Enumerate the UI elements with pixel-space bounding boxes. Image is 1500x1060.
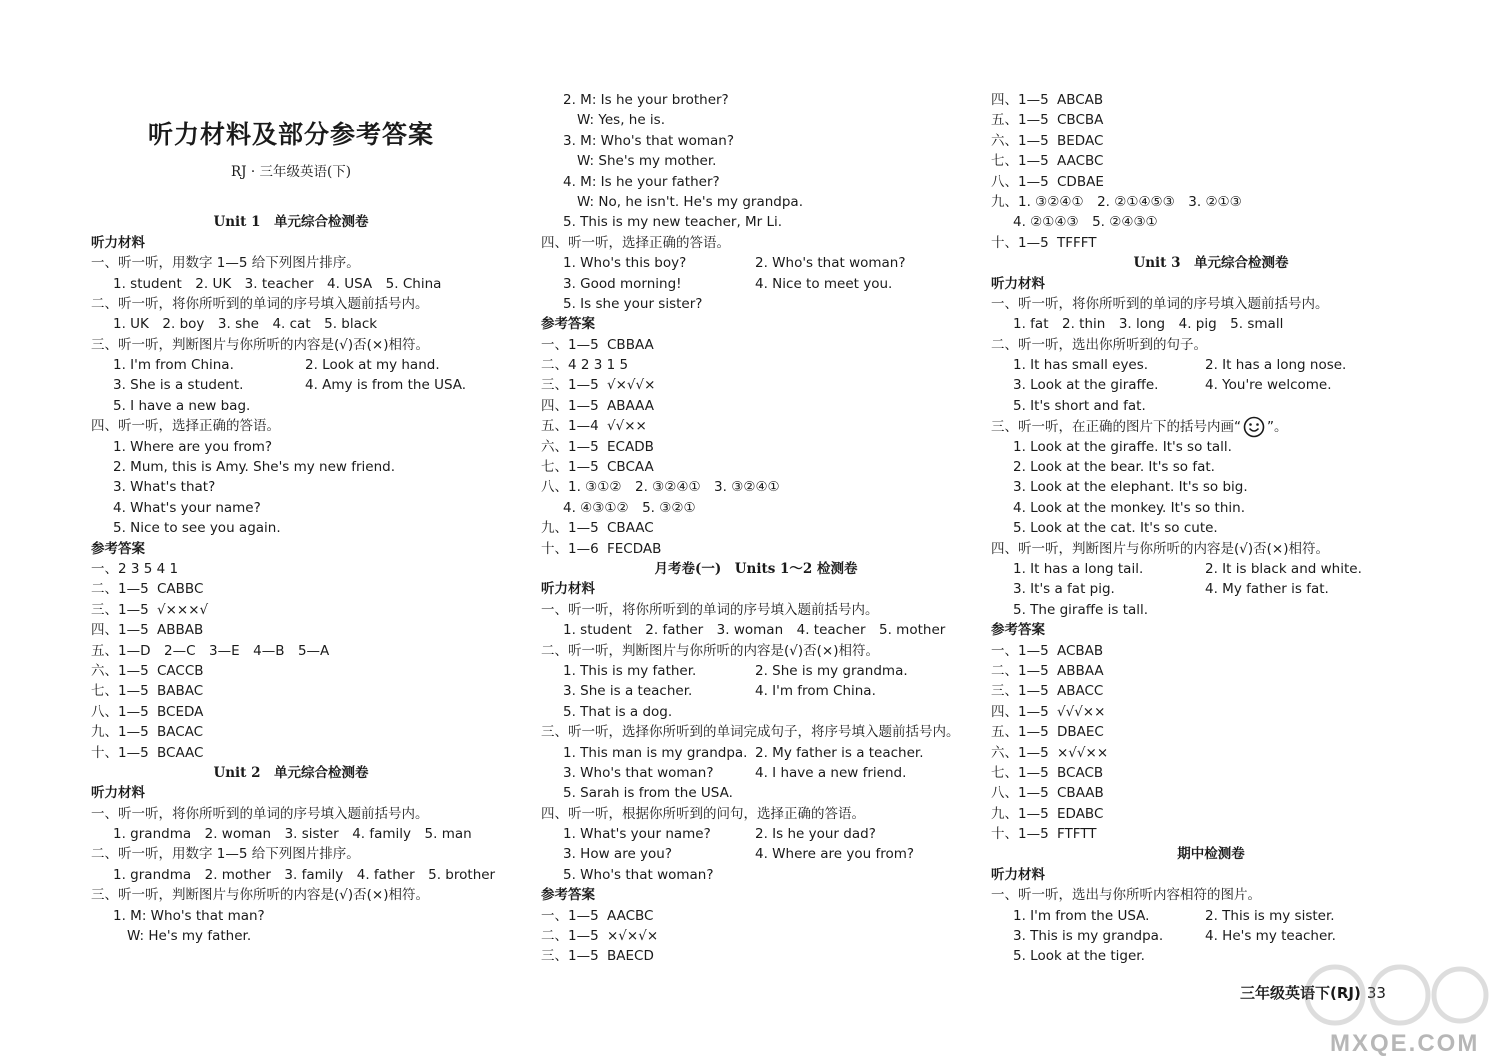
watermark-logo-icon	[1300, 960, 1490, 1030]
answer-value: ABACC	[1057, 683, 1104, 700]
answer-value: ECADB	[607, 438, 654, 455]
unit-heading: 期中检测卷	[1177, 846, 1245, 863]
item-line: 1. grandma 2. mother 3. family 4. father 5. brother	[113, 866, 496, 883]
page-subtitle: RJ · 三年级英语(下)	[231, 164, 351, 180]
item-line: 1. UK 2. boy 3. she 4. cat 5. black	[113, 316, 378, 333]
question-line: 二、4 2 3 1 5	[541, 357, 629, 374]
answer-value: ABAAA	[607, 397, 654, 414]
question-line: 四、听一听，选择正确的答语。	[91, 418, 280, 435]
spacer	[91, 192, 491, 212]
item-line: 5. Is she your sister?	[563, 295, 703, 312]
question-line: 八、1. ③①② 2. ③②④① 3. ③②④①	[541, 479, 780, 496]
answer-value: √√××	[607, 418, 647, 435]
item-right: 4. He's my teacher.	[1205, 928, 1336, 945]
item-line: 1. Where are you from?	[113, 438, 273, 455]
answer-number: 二、1—5	[91, 581, 149, 598]
answer-line	[541, 906, 971, 926]
answer-number: 一、1—5	[541, 336, 599, 353]
answer-line	[91, 661, 491, 681]
answer-number: 六、1—5	[991, 744, 1049, 761]
item-line: 4. Look at the monkey. It's so thin.	[1013, 499, 1245, 516]
item-line: 1. grandma 2. woman 3. sister 4. family 5. man	[113, 826, 472, 843]
section-heading: 听力材料	[91, 234, 145, 251]
answer-value: ABBAB	[157, 622, 204, 639]
item-line: 5. That is a dog.	[563, 703, 673, 720]
question-line: 三、听一听，判断图片与你所听的内容是(√)否(×)相符。	[91, 336, 429, 353]
answer-value: ×√×√×	[607, 928, 659, 945]
item-right: 2. She is my grandma.	[755, 662, 908, 679]
question-line: 二、听一听，将你所听到的单词的序号填入题前括号内。	[91, 295, 429, 312]
item-line: 5. I have a new bag.	[113, 397, 251, 414]
answer-line	[541, 457, 971, 477]
answer-number: 七、1—5	[541, 459, 599, 476]
question-line: 一、听一听，用数字 1—5 给下列图片排序。	[91, 255, 360, 272]
answer-number: 五、1—5	[991, 724, 1049, 741]
item-line: W: Yes, he is.	[577, 112, 666, 129]
section-heading: 听力材料	[91, 785, 145, 802]
answer-value: ABCAB	[1057, 92, 1104, 108]
answer-line	[991, 804, 1431, 824]
spacer	[91, 151, 491, 171]
item-left: 3. She is a student.	[113, 377, 244, 394]
answer-line	[541, 396, 971, 416]
answer-value: AACBC	[607, 907, 654, 924]
column-3	[991, 90, 1431, 967]
answer-line	[991, 131, 1431, 151]
column-1	[91, 90, 496, 946]
item-line: W: No, he isn't. He's my grandpa.	[577, 193, 803, 210]
item-line: 5. It's short and fat.	[1013, 397, 1146, 414]
answer-line	[541, 416, 971, 436]
answer-number: 三、1—5	[991, 683, 1049, 700]
question-line: 一、听一听，选出与你所听内容相符的图片。	[991, 887, 1261, 904]
item-line: 4. What's your name?	[113, 499, 261, 516]
answer-number: 九、1—5	[91, 724, 149, 741]
answer-value: CDBAE	[1057, 173, 1104, 190]
answer-line	[991, 783, 1431, 803]
item-pair	[541, 844, 971, 864]
answer-value: √√√××	[1057, 703, 1106, 720]
answer-line	[991, 172, 1431, 192]
answer-value: BCEDA	[157, 703, 204, 720]
item-line: 2. M: Is he your brother?	[563, 92, 729, 108]
answer-value: AACBC	[1057, 153, 1104, 170]
answer-number: 四、1—5	[991, 92, 1049, 108]
item-left: 3. Look at the giraffe.	[1013, 377, 1159, 394]
item-pair	[991, 906, 1431, 926]
footer-label: 三年级英语下(RJ)	[1240, 984, 1361, 1002]
answer-line	[541, 437, 971, 457]
question-line: 九、1. ③②④① 2. ②①④⑤③ 3. ②①③	[991, 193, 1242, 210]
answer-number: 十、1—5	[91, 744, 149, 761]
answer-line	[91, 620, 491, 640]
item-line: 1. student 2. UK 3. teacher 4. USA 5. China	[113, 275, 442, 292]
item-right: 4. I'm from China.	[755, 683, 876, 700]
answer-number: 六、1—5	[91, 662, 149, 679]
section-heading: 参考答案	[91, 540, 145, 557]
answer-number: 三、1—5	[91, 601, 149, 618]
item-left: 3. Who's that woman?	[563, 764, 714, 781]
answer-number: 十、1—5	[991, 234, 1049, 251]
answer-number: 七、1—5	[91, 683, 149, 700]
item-line: 4. ④③①② 5. ③②①	[563, 499, 696, 516]
item-right: 2. My father is a teacher.	[755, 744, 924, 761]
item-line: 5. Sarah is from the USA.	[563, 785, 733, 802]
question-line: 二、听一听，用数字 1—5 给下列图片排序。	[91, 846, 360, 863]
answer-line	[991, 824, 1431, 844]
question-line: 四、听一听，根据你所听到的问句，选择正确的答语。	[541, 805, 865, 822]
answer-value: BABAC	[157, 683, 204, 700]
item-pair	[991, 579, 1431, 599]
item-left: 1. This is my father.	[563, 662, 697, 679]
item-line: 3. Look at the elephant. It's so big.	[1013, 479, 1248, 496]
answer-value: EDABC	[1057, 805, 1104, 822]
answer-value: CBCBA	[1057, 112, 1104, 129]
item-line: 4. ②①④③ 5. ②④③①	[1013, 214, 1158, 231]
answer-line	[541, 375, 971, 395]
answer-number: 八、1—5	[991, 173, 1049, 190]
section-heading: 参考答案	[991, 622, 1045, 639]
answer-number: 四、1—5	[541, 397, 599, 414]
item-pair	[991, 926, 1431, 946]
item-right: 2. Is he your dad?	[755, 826, 876, 843]
item-line: 5. Look at the tiger.	[1013, 948, 1145, 965]
answer-value: BCAAC	[157, 744, 204, 761]
item-pair	[541, 824, 971, 844]
answer-value: BAECD	[607, 948, 654, 965]
answer-number: 七、1—5	[991, 153, 1049, 170]
answer-line	[991, 641, 1431, 661]
question-line: 一、听一听，将你所听到的单词的序号填入题前括号内。	[91, 805, 429, 822]
answer-number: 五、1—4	[541, 418, 599, 435]
item-right: 2. It has a long nose.	[1205, 357, 1347, 374]
answer-number: 三、1—5	[541, 948, 599, 965]
item-right: 4. Amy is from the USA.	[305, 377, 467, 394]
answer-line	[991, 722, 1431, 742]
item-line: 3. What's that?	[113, 479, 216, 496]
item-right: 4. My father is fat.	[1205, 581, 1329, 598]
item-pair	[541, 253, 971, 273]
question-text: ”。	[1267, 419, 1288, 436]
item-line: 4. M: Is he your father?	[563, 173, 720, 190]
item-pair	[991, 375, 1431, 395]
question-line: 二、听一听，选出你所听到的句子。	[991, 336, 1207, 353]
page-number: 33	[1366, 984, 1386, 1002]
answer-number: 十、1—6	[541, 540, 599, 557]
item-left: 3. How are you?	[563, 846, 673, 863]
item-line: 5. Who's that woman?	[563, 866, 714, 883]
spacer	[91, 131, 491, 151]
item-right: 2. Who's that woman?	[755, 255, 906, 272]
answer-line	[991, 110, 1431, 130]
answer-value: BACAC	[157, 724, 204, 741]
question-line: 一、听一听，将你所听到的单词的序号填入题前括号内。	[541, 601, 879, 618]
item-pair	[541, 274, 971, 294]
answer-number: 七、1—5	[991, 764, 1049, 781]
column-2	[541, 90, 971, 967]
answer-value: BCACB	[1057, 764, 1104, 781]
answer-line	[991, 702, 1431, 722]
answer-line	[991, 763, 1431, 783]
answer-value: CABBC	[157, 581, 204, 598]
question-text: 三、听一听，在正确的图片下的括号内画“	[991, 419, 1241, 436]
answer-number: 十、1—5	[991, 826, 1049, 843]
item-left: 3. This is my grandpa.	[1013, 928, 1164, 945]
item-line: 5. Look at the cat. It's so cute.	[1013, 520, 1218, 537]
unit-heading: 月考卷(一) Units 1～2 检测卷	[654, 560, 858, 577]
answer-line	[541, 518, 971, 538]
answer-number: 五、1—5	[991, 112, 1049, 129]
answer-number: 四、1—5	[91, 622, 149, 639]
answer-value: FTFTT	[1057, 826, 1097, 843]
answer-number: 六、1—5	[541, 438, 599, 455]
section-heading: 参考答案	[541, 316, 595, 333]
item-left: 1. What's your name?	[563, 826, 711, 843]
item-line: 5. Nice to see you again.	[113, 520, 281, 537]
item-line: 1. student 2. father 3. woman 4. teacher 5. mother	[563, 622, 946, 639]
item-line: W: She's my mother.	[577, 153, 717, 170]
item-left: 3. Good morning!	[563, 275, 682, 292]
question-line: 五、1—D 2—C 3—E 4—B 5—A	[91, 642, 330, 659]
answer-value: ABBAA	[1057, 662, 1104, 679]
answer-number: 二、1—5	[541, 928, 599, 945]
answer-line	[991, 90, 1431, 110]
item-right: 4. I have a new friend.	[755, 764, 907, 781]
answer-line	[91, 722, 491, 742]
item-right: 2. It is black and white.	[1205, 560, 1362, 577]
answer-line	[991, 233, 1431, 253]
question-line: 一、2 3 5 4 1	[91, 560, 179, 577]
answer-number: 九、1—5	[541, 520, 599, 537]
item-right: 4. You're welcome.	[1205, 377, 1332, 394]
spacer	[91, 172, 491, 192]
item-line: 1. Look at the giraffe. It's so tall.	[1013, 438, 1232, 455]
answer-value: ACBAB	[1057, 642, 1104, 659]
answer-line	[541, 335, 971, 355]
answer-line	[991, 661, 1431, 681]
smiley-face-icon	[1243, 416, 1265, 438]
answer-line	[91, 702, 491, 722]
item-right: 2. This is my sister.	[1205, 907, 1335, 924]
item-left: 3. It's a fat pig.	[1013, 581, 1115, 598]
answer-value: ×√√××	[1057, 744, 1109, 761]
answer-value: TFFFT	[1057, 234, 1097, 251]
answer-line	[91, 579, 491, 599]
item-line: 2. Mum, this is Amy. She's my new friend.	[113, 459, 396, 476]
answer-value: DBAEC	[1057, 724, 1104, 741]
answer-line	[541, 926, 971, 946]
answer-value: CBCAA	[607, 459, 654, 476]
answer-number: 三、1—5	[541, 377, 599, 394]
answer-value: √×√√×	[607, 377, 656, 394]
item-left: 1. It has small eyes.	[1013, 357, 1149, 374]
item-line: 5. The giraffe is tall.	[1013, 601, 1149, 618]
question-line: 一、听一听，将你所听到的单词的序号填入题前括号内。	[991, 295, 1329, 312]
answer-line	[91, 743, 491, 763]
section-heading: 听力材料	[991, 275, 1045, 292]
item-right: 4. Where are you from?	[755, 846, 915, 863]
question-line: 四、听一听，选择正确的答语。	[541, 234, 730, 251]
section-heading: 听力材料	[991, 866, 1045, 883]
item-line: 5. This is my new teacher, Mr Li.	[563, 214, 783, 231]
spacer	[91, 90, 491, 110]
answer-number: 六、1—5	[991, 132, 1049, 149]
answer-line	[91, 600, 491, 620]
answer-number: 二、1—5	[991, 662, 1049, 679]
answer-line	[541, 539, 971, 559]
answer-line	[991, 681, 1431, 701]
item-pair	[91, 375, 491, 395]
answer-value: FECDAB	[607, 540, 662, 557]
question-line: 二、听一听，判断图片与你所听的内容是(√)否(×)相符。	[541, 642, 879, 659]
item-pair	[541, 681, 971, 701]
spacer	[91, 110, 491, 130]
section-heading: 听力材料	[541, 581, 595, 598]
answer-line	[991, 743, 1431, 763]
unit-heading: Unit 2 单元综合检测卷	[213, 764, 369, 781]
answer-value: CBAAC	[607, 520, 654, 537]
answer-number: 一、1—5	[991, 642, 1049, 659]
unit-heading: Unit 1 单元综合检测卷	[213, 214, 369, 231]
question-line	[991, 416, 1431, 436]
item-line: 1. M: Who's that man?	[113, 907, 265, 924]
item-right: 2. Look at my hand.	[305, 357, 440, 374]
answer-number: 八、1—5	[991, 785, 1049, 802]
answer-number: 一、1—5	[541, 907, 599, 924]
item-pair	[541, 743, 971, 763]
answer-line	[91, 681, 491, 701]
answer-value: BEDAC	[1057, 132, 1104, 149]
answer-line	[991, 151, 1431, 171]
item-left: 1. This man is my grandpa.	[563, 744, 748, 761]
question-line: 三、听一听，判断图片与你所听的内容是(√)否(×)相符。	[91, 887, 429, 904]
watermark-text: MXQE.COM	[1330, 1030, 1480, 1057]
question-line: 三、听一听，选择你所听到的单词完成句子，将序号填入题前括号内。	[541, 724, 960, 741]
answer-number: 九、1—5	[991, 805, 1049, 822]
item-pair	[991, 559, 1431, 579]
item-left: 1. I'm from China.	[113, 357, 234, 374]
question-line: 四、听一听，判断图片与你所听的内容是(√)否(×)相符。	[991, 540, 1329, 557]
section-heading: 参考答案	[541, 887, 595, 904]
item-line: 2. Look at the bear. It's so fat.	[1013, 459, 1215, 476]
unit-heading: Unit 3 单元综合检测卷	[1133, 255, 1289, 272]
answer-value: CBBAA	[607, 336, 654, 353]
item-line: 3. M: Who's that woman?	[563, 132, 735, 149]
answer-value: √×××√	[157, 601, 209, 618]
answer-line	[541, 946, 971, 966]
item-left: 3. She is a teacher.	[563, 683, 693, 700]
item-left: 1. It has a long tail.	[1013, 560, 1144, 577]
item-line: W: He's my father.	[127, 928, 252, 945]
answer-number: 八、1—5	[91, 703, 149, 720]
item-right: 4. Nice to meet you.	[755, 275, 893, 292]
answer-value: CACCB	[157, 662, 204, 679]
page-title: 听力材料及部分参考答案	[147, 120, 434, 149]
item-pair	[541, 763, 971, 783]
answer-number: 四、1—5	[991, 703, 1049, 720]
item-pair	[991, 355, 1431, 375]
answer-value: CBAAB	[1057, 785, 1104, 802]
item-left: 1. I'm from the USA.	[1013, 907, 1150, 924]
item-pair	[91, 355, 491, 375]
item-pair	[541, 661, 971, 681]
item-left: 1. Who's this boy?	[563, 255, 687, 272]
item-line: 1. fat 2. thin 3. long 4. pig 5. small	[1013, 316, 1284, 333]
